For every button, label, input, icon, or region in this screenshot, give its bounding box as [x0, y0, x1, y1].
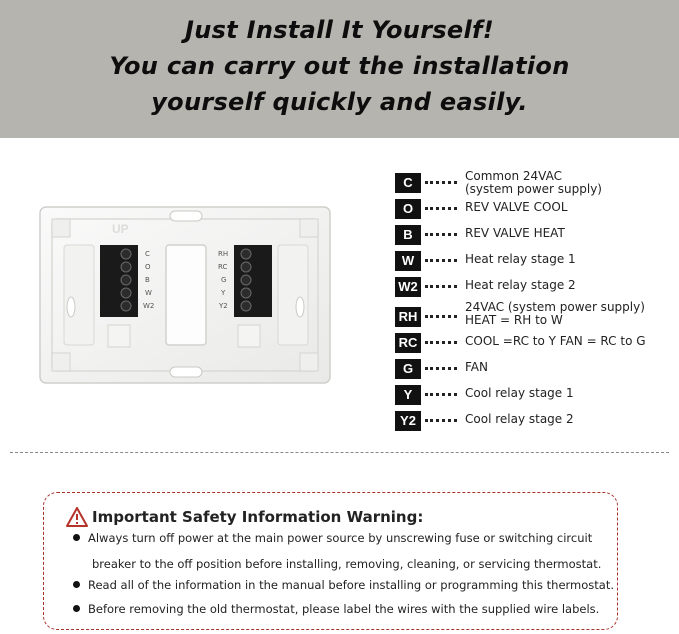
- legend-code: B: [395, 225, 421, 245]
- header-banner: [0, 0, 679, 138]
- legend-code: RC: [395, 333, 421, 353]
- legend-row-w2: [395, 275, 679, 297]
- dotted-leader: [425, 419, 457, 422]
- bullet-text: Before removing the old thermostat, please label the wires with the supplied wire labels.: [88, 602, 600, 616]
- headline-line-1: Just Install It Yourself!: [184, 16, 495, 44]
- legend-row-c: [395, 169, 679, 196]
- legend-row-g: [395, 357, 679, 379]
- legend-code: RH: [395, 307, 421, 327]
- legend-description: REV VALVE HEAT: [465, 226, 565, 240]
- legend-description: [465, 301, 645, 327]
- legend-description: Heat relay stage 2: [465, 278, 576, 292]
- bullet-dot: [73, 605, 80, 612]
- legend-row-o: [395, 197, 679, 219]
- terminal-label-o: O: [145, 263, 151, 271]
- terminal-label-b: B: [145, 276, 150, 284]
- legend-code: W: [395, 251, 421, 271]
- legend-code: Y: [395, 385, 421, 405]
- legend-description: Heat relay stage 1: [465, 252, 576, 266]
- legend-row-w: [395, 249, 679, 271]
- legend-description: FAN: [465, 360, 488, 374]
- legend-code: W2: [395, 277, 421, 297]
- legend-description: REV VALVE COOL: [465, 200, 568, 214]
- section-divider: [10, 452, 669, 453]
- bullet-dot: [73, 534, 80, 541]
- dotted-leader: [425, 207, 457, 210]
- dotted-leader: [425, 341, 457, 344]
- legend-description: Cool relay stage 2: [465, 412, 574, 426]
- legend-code: O: [395, 199, 421, 219]
- legend-desc-sub: (system power supply): [465, 182, 602, 196]
- legend-code: Y2: [395, 411, 421, 431]
- safety-title-text: Important Safety Information Warning:: [92, 508, 424, 526]
- terminal-label-c: C: [145, 250, 150, 258]
- legend-desc-main: Common 24VAC: [465, 169, 562, 183]
- safety-bullet-2: [66, 578, 616, 592]
- dotted-leader: [425, 367, 457, 370]
- dotted-leader: [425, 259, 457, 262]
- terminal-label-g: G: [221, 276, 227, 284]
- legend-description: Cool relay stage 1: [465, 386, 574, 400]
- legend-code: C: [395, 173, 421, 193]
- legend-desc-main: 24VAC (system power supply): [465, 300, 645, 314]
- legend-desc-sub: HEAT = RH to W: [465, 313, 563, 327]
- headline-line-3: yourself quickly and easily.: [151, 88, 528, 116]
- legend-row-b: [395, 223, 679, 245]
- legend-row-rc: [395, 331, 679, 353]
- bullet-text: Read all of the information in the manual before installing or programming this thermostat.: [88, 578, 614, 592]
- terminal-label-w2: W2: [143, 302, 155, 310]
- legend-row-y2: [395, 409, 679, 431]
- legend-code: G: [395, 359, 421, 379]
- legend-row-rh: [395, 300, 679, 327]
- safety-bullet-3: [66, 602, 616, 616]
- bullet-text: Always turn off power at the main power source by unscrewing fuse or switching circuit: [88, 531, 593, 545]
- legend-description: COOL =RC to Y FAN = RC to G: [465, 334, 646, 348]
- legend-description: [465, 170, 602, 196]
- safety-bullet-1: [66, 531, 616, 571]
- bullet-dot: [73, 581, 80, 588]
- terminal-label-rh: RH: [218, 250, 229, 258]
- dotted-leader: [425, 233, 457, 236]
- dotted-leader: [425, 315, 457, 318]
- headline-line-2: You can carry out the installation: [109, 52, 570, 80]
- bullet-text-continued: breaker to the off position before installing, removing, cleaning, or servicing thermostat.: [92, 557, 602, 571]
- dotted-leader: [425, 285, 457, 288]
- mounting-plate-drawing: [38, 205, 333, 385]
- dotted-leader: [425, 393, 457, 396]
- legend-row-y: [395, 383, 679, 405]
- warning-triangle-icon: [66, 507, 88, 527]
- dotted-leader: [425, 181, 457, 184]
- mounting-plate-image: [38, 205, 333, 385]
- up-marker: UP: [112, 222, 129, 236]
- terminal-label-w: W: [145, 289, 152, 297]
- terminal-label-y: Y: [221, 289, 226, 297]
- terminal-label-rc: RC: [218, 263, 228, 271]
- terminal-label-y2: Y2: [219, 302, 228, 310]
